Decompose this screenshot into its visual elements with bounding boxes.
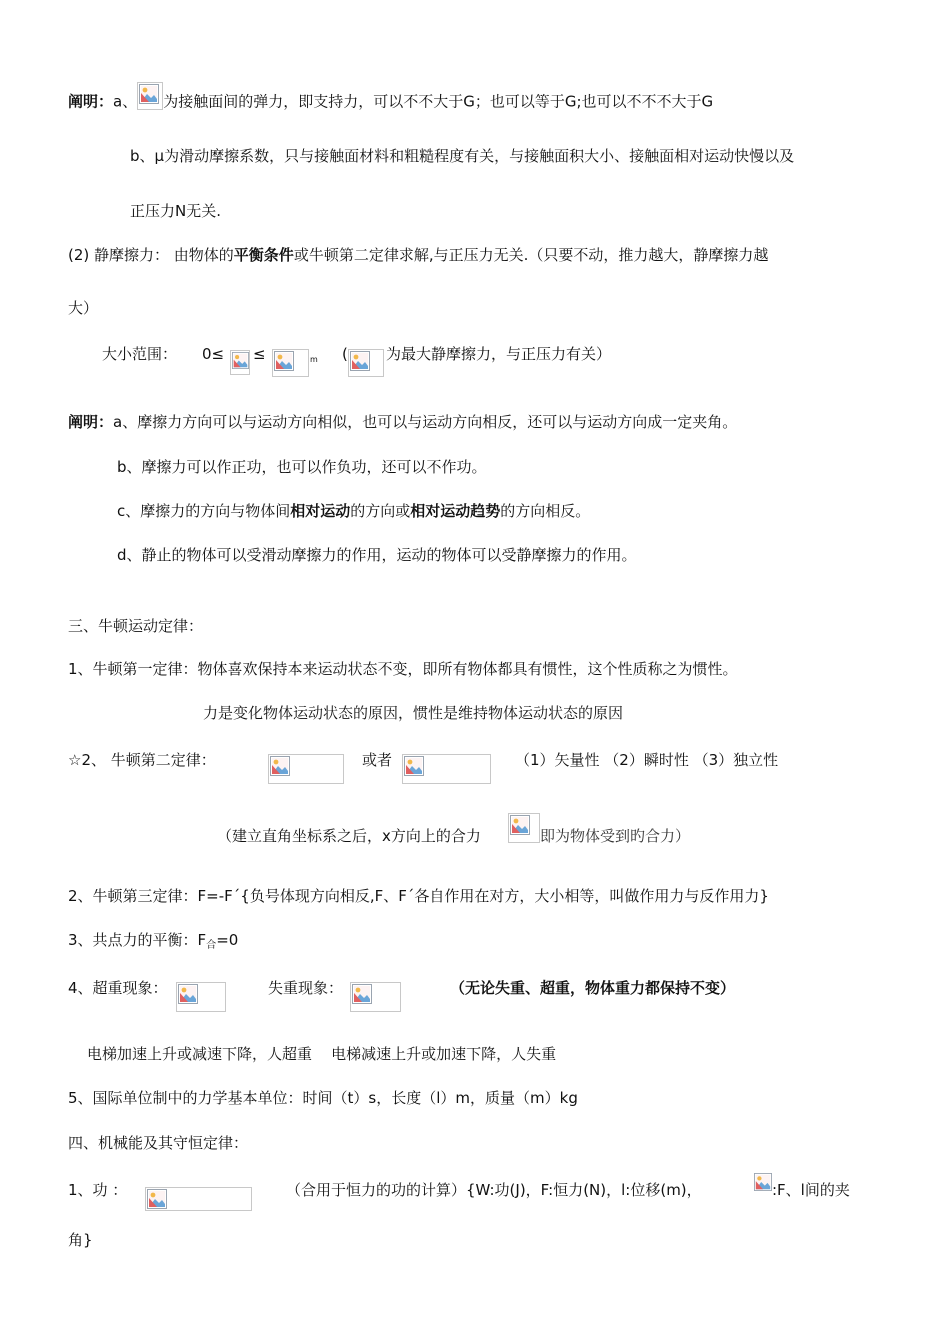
equilibrium-a: 3、共点力的平衡：F bbox=[68, 931, 207, 949]
note2-line-d: d、静止的物体可以受滑动摩擦力的作用，运动的物体可以受静摩擦力的作用。 bbox=[117, 546, 637, 564]
note2-c-bold2: 相对运动趋势 bbox=[410, 502, 501, 520]
newton-law2-note-b: 即为物体受到旳合力） bbox=[540, 827, 691, 845]
static-friction-b: 或牛顿第二定律求解,与正压力无关.（只要不动，推力越大，静摩擦力越 bbox=[293, 246, 769, 264]
equilibrium-line bbox=[68, 930, 238, 953]
broken-image-icon bbox=[508, 813, 540, 843]
underweight-label: 失重现象： bbox=[268, 979, 344, 997]
overweight-label: 4、超重现象： bbox=[68, 979, 168, 997]
note1-prefix: 阐明： bbox=[68, 92, 114, 111]
note1-a-label: a、 bbox=[113, 92, 138, 111]
newton-law2-props: （1）矢量性 （2）瞬时性 （3）独立性 bbox=[515, 751, 779, 769]
broken-image-icon bbox=[350, 982, 401, 1012]
newton-law1: 1、牛顿第一定律：物体喜欢保持本来运动状态不变，即所有物体都具有惯性，这个性质称之为惯性。 bbox=[68, 660, 738, 678]
broken-image-icon bbox=[137, 82, 163, 110]
equilibrium-sub: 合 bbox=[206, 940, 217, 951]
note2-a: a、摩擦力方向可以与运动方向相似，也可以与运动方向相反，还可以与运动方向成一定夹角。 bbox=[113, 413, 738, 431]
note2-c1: c、摩擦力的方向与物体间 bbox=[117, 502, 291, 520]
note1-a-text: 为接触面间的弹力，即支持力，可以不不大于G；也可以等于G;也可以不不不大于G bbox=[163, 92, 714, 111]
work-label: 1、功 ： bbox=[68, 1181, 128, 1199]
work-note: （合用于恒力的功的计算）{W:功(J)，F:恒力(N)，l:位移(m)， bbox=[286, 1181, 702, 1199]
static-friction-bold: 平衡条件 bbox=[233, 246, 294, 264]
weight-note: （无论失重、超重，物体重力都保持不变） bbox=[450, 979, 736, 997]
elevator-line: 电梯加速上升或减速下降，人超重 电梯减速上升或加速下降，人失重 bbox=[87, 1045, 557, 1063]
broken-image-icon bbox=[230, 350, 250, 375]
range-sub: m bbox=[310, 355, 318, 364]
static-friction-line2: 大） bbox=[68, 299, 99, 317]
newton-law3: 2、牛顿第三定律：F=-F´{负号体现方向相反,F、F´各自作用在对方，大小相等，叫做作用力与反作用力} bbox=[68, 887, 769, 905]
broken-image-icon bbox=[402, 754, 491, 784]
broken-image-icon bbox=[268, 754, 344, 784]
note1-line-b2: 正压力N无关. bbox=[130, 202, 221, 220]
note1-line-a bbox=[68, 88, 713, 116]
broken-image-icon bbox=[754, 1173, 774, 1195]
newton-law2-label: ☆2、 牛顿第二定律： bbox=[68, 751, 216, 769]
note2-line-b: b、摩擦力可以作正功，也可以作负功，还可以不作功。 bbox=[117, 458, 487, 476]
note2-line-a bbox=[68, 412, 737, 432]
range-paren: ( bbox=[342, 345, 348, 363]
note1-line-b1: b、μ为滑动摩擦系数，只与接触面材料和粗糙程度有关，与接触面积大小、接触面相对运动快慢以及 bbox=[130, 147, 795, 165]
range-le: ≤ bbox=[253, 345, 266, 363]
range-note: 为最大静摩擦力，与正压力有关） bbox=[386, 345, 612, 363]
equilibrium-b: =0 bbox=[216, 931, 239, 949]
newton-heading: 三、牛顿运动定律： bbox=[68, 617, 204, 635]
newton-law1-sub: 力是变化物体运动状态的原因，惯性是维持物体运动状态的原因 bbox=[203, 704, 624, 722]
note2-c2: 的方向或 bbox=[350, 502, 411, 520]
static-friction-a: (2) 静摩擦力： 由物体的 bbox=[68, 246, 234, 264]
range-zero: 0≤ bbox=[202, 345, 225, 363]
broken-image-icon bbox=[176, 982, 226, 1012]
work-line2: 角} bbox=[68, 1231, 93, 1249]
newton-law2-or: 或者 bbox=[362, 751, 393, 769]
note2-line-c bbox=[117, 501, 590, 521]
energy-heading: 四、机械能及其守恒定律： bbox=[68, 1134, 249, 1152]
newton-law2-note-a: （建立直角坐标系之后，x方向上的合力 bbox=[217, 827, 481, 845]
broken-image-icon bbox=[145, 1187, 252, 1211]
broken-image-icon bbox=[348, 349, 384, 377]
work-note-b: :F、l间的夹 bbox=[772, 1181, 850, 1199]
static-friction-line bbox=[68, 245, 768, 265]
broken-image-icon bbox=[272, 349, 309, 377]
units-line: 5、国际单位制中的力学基本单位：时间（t）s，长度（l）m，质量（m）kg bbox=[68, 1089, 578, 1107]
note2-c3: 的方向相反。 bbox=[500, 502, 591, 520]
note2-prefix: 阐明： bbox=[68, 413, 114, 431]
range-label: 大小范围： bbox=[102, 345, 178, 363]
note2-c-bold1: 相对运动 bbox=[290, 502, 351, 520]
